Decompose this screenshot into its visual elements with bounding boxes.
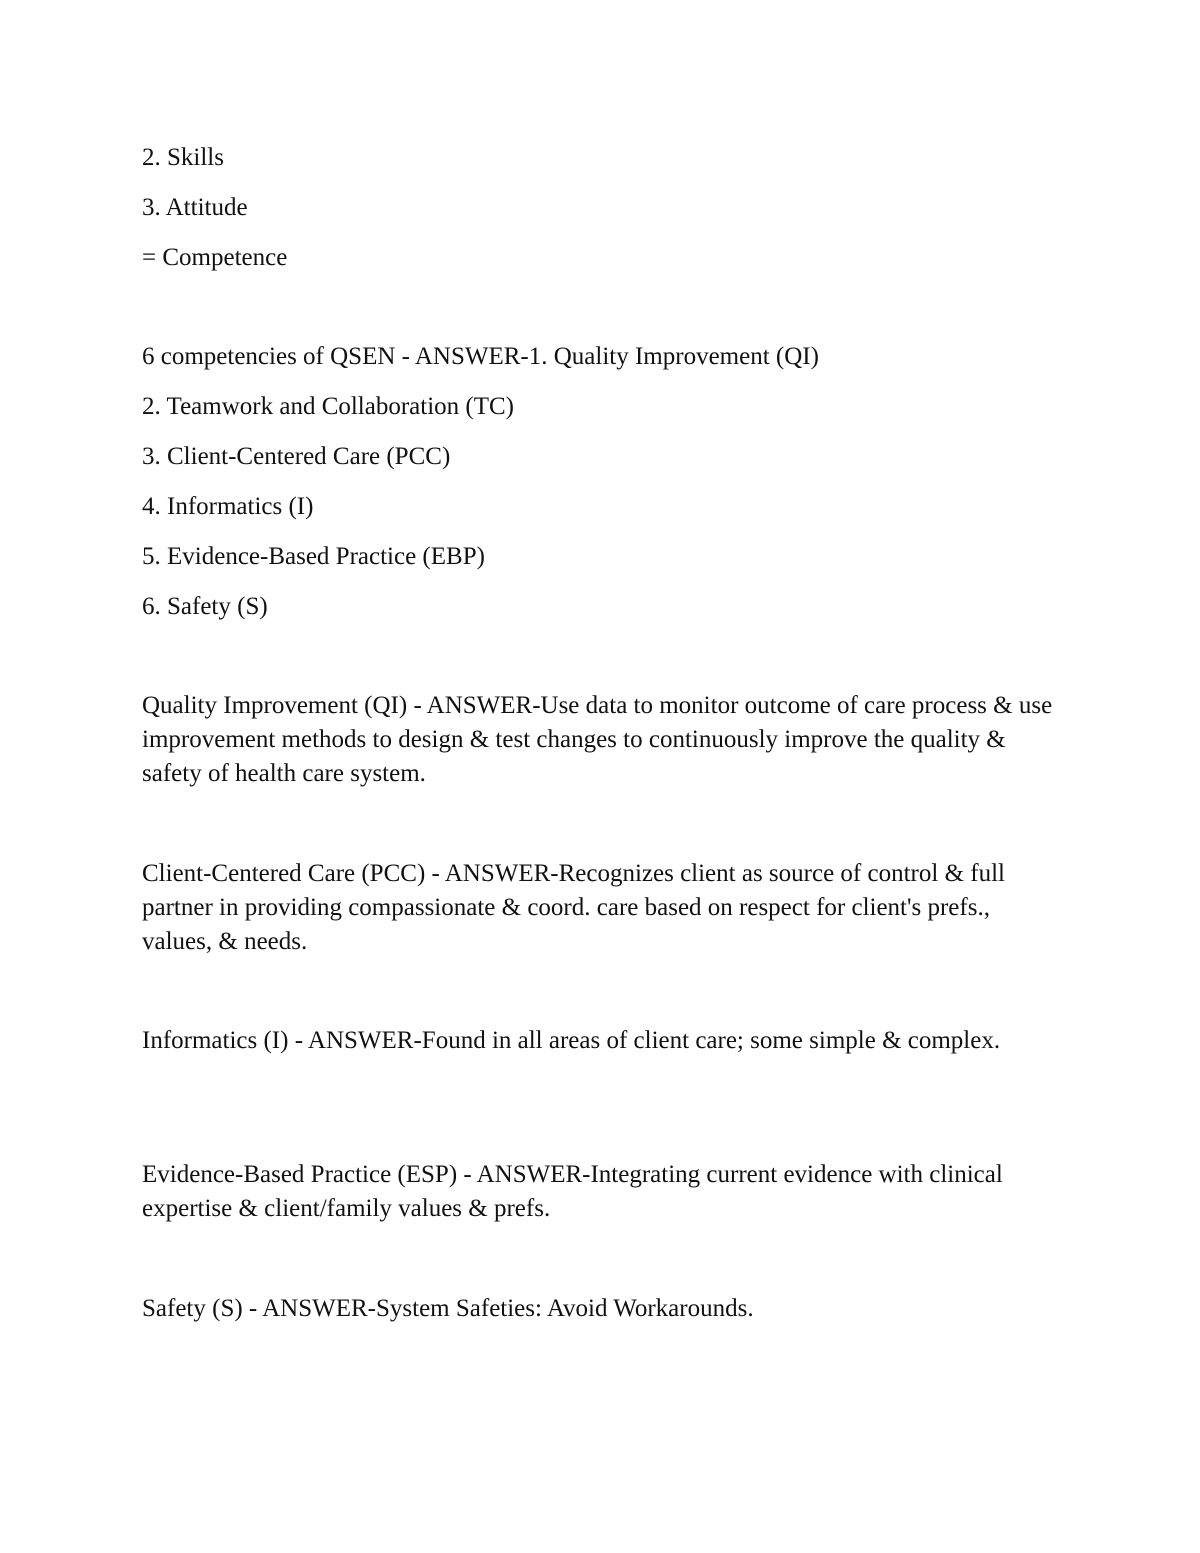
qsen-question-line: 6 competencies of QSEN - ANSWER-1. Quality Improvement (QI) [142, 343, 819, 370]
qsen-item-safety: 6. Safety (S) [142, 593, 268, 620]
definition-client-centered-care: Client-Centered Care (PCC) - ANSWER-Recognizes client as source of control & full partner in providing compassionate & coord. care based on respect for client's prefs., values, & needs. [142, 860, 1005, 955]
continuation-line-attitude: 3. Attitude [142, 194, 248, 221]
definition-quality-improvement: Quality Improvement (QI) - ANSWER-Use data to monitor outcome of care process & use improvement methods to design & test changes to continuously improve the quality & safety of health care system. [142, 692, 1053, 787]
continuation-line-competence: = Competence [142, 244, 288, 271]
definition-evidence-based-practice: Evidence-Based Practice (ESP) - ANSWER-Integrating current evidence with clinical expertise & client/family values & prefs. [142, 1161, 1003, 1222]
definition-informatics: Informatics (I) - ANSWER-Found in all areas of client care; some simple & complex. [142, 1027, 1001, 1054]
qsen-item-informatics: 4. Informatics (I) [142, 493, 314, 520]
continuation-line-skills: 2. Skills [142, 144, 224, 171]
qsen-item-teamwork: 2. Teamwork and Collaboration (TC) [142, 393, 515, 420]
qsen-item-client-centered-care: 3. Client-Centered Care (PCC) [142, 443, 451, 470]
definition-safety: Safety (S) - ANSWER-System Safeties: Avoid Workarounds. [142, 1295, 754, 1322]
qsen-item-evidence-based-practice: 5. Evidence-Based Practice (EBP) [142, 543, 485, 570]
